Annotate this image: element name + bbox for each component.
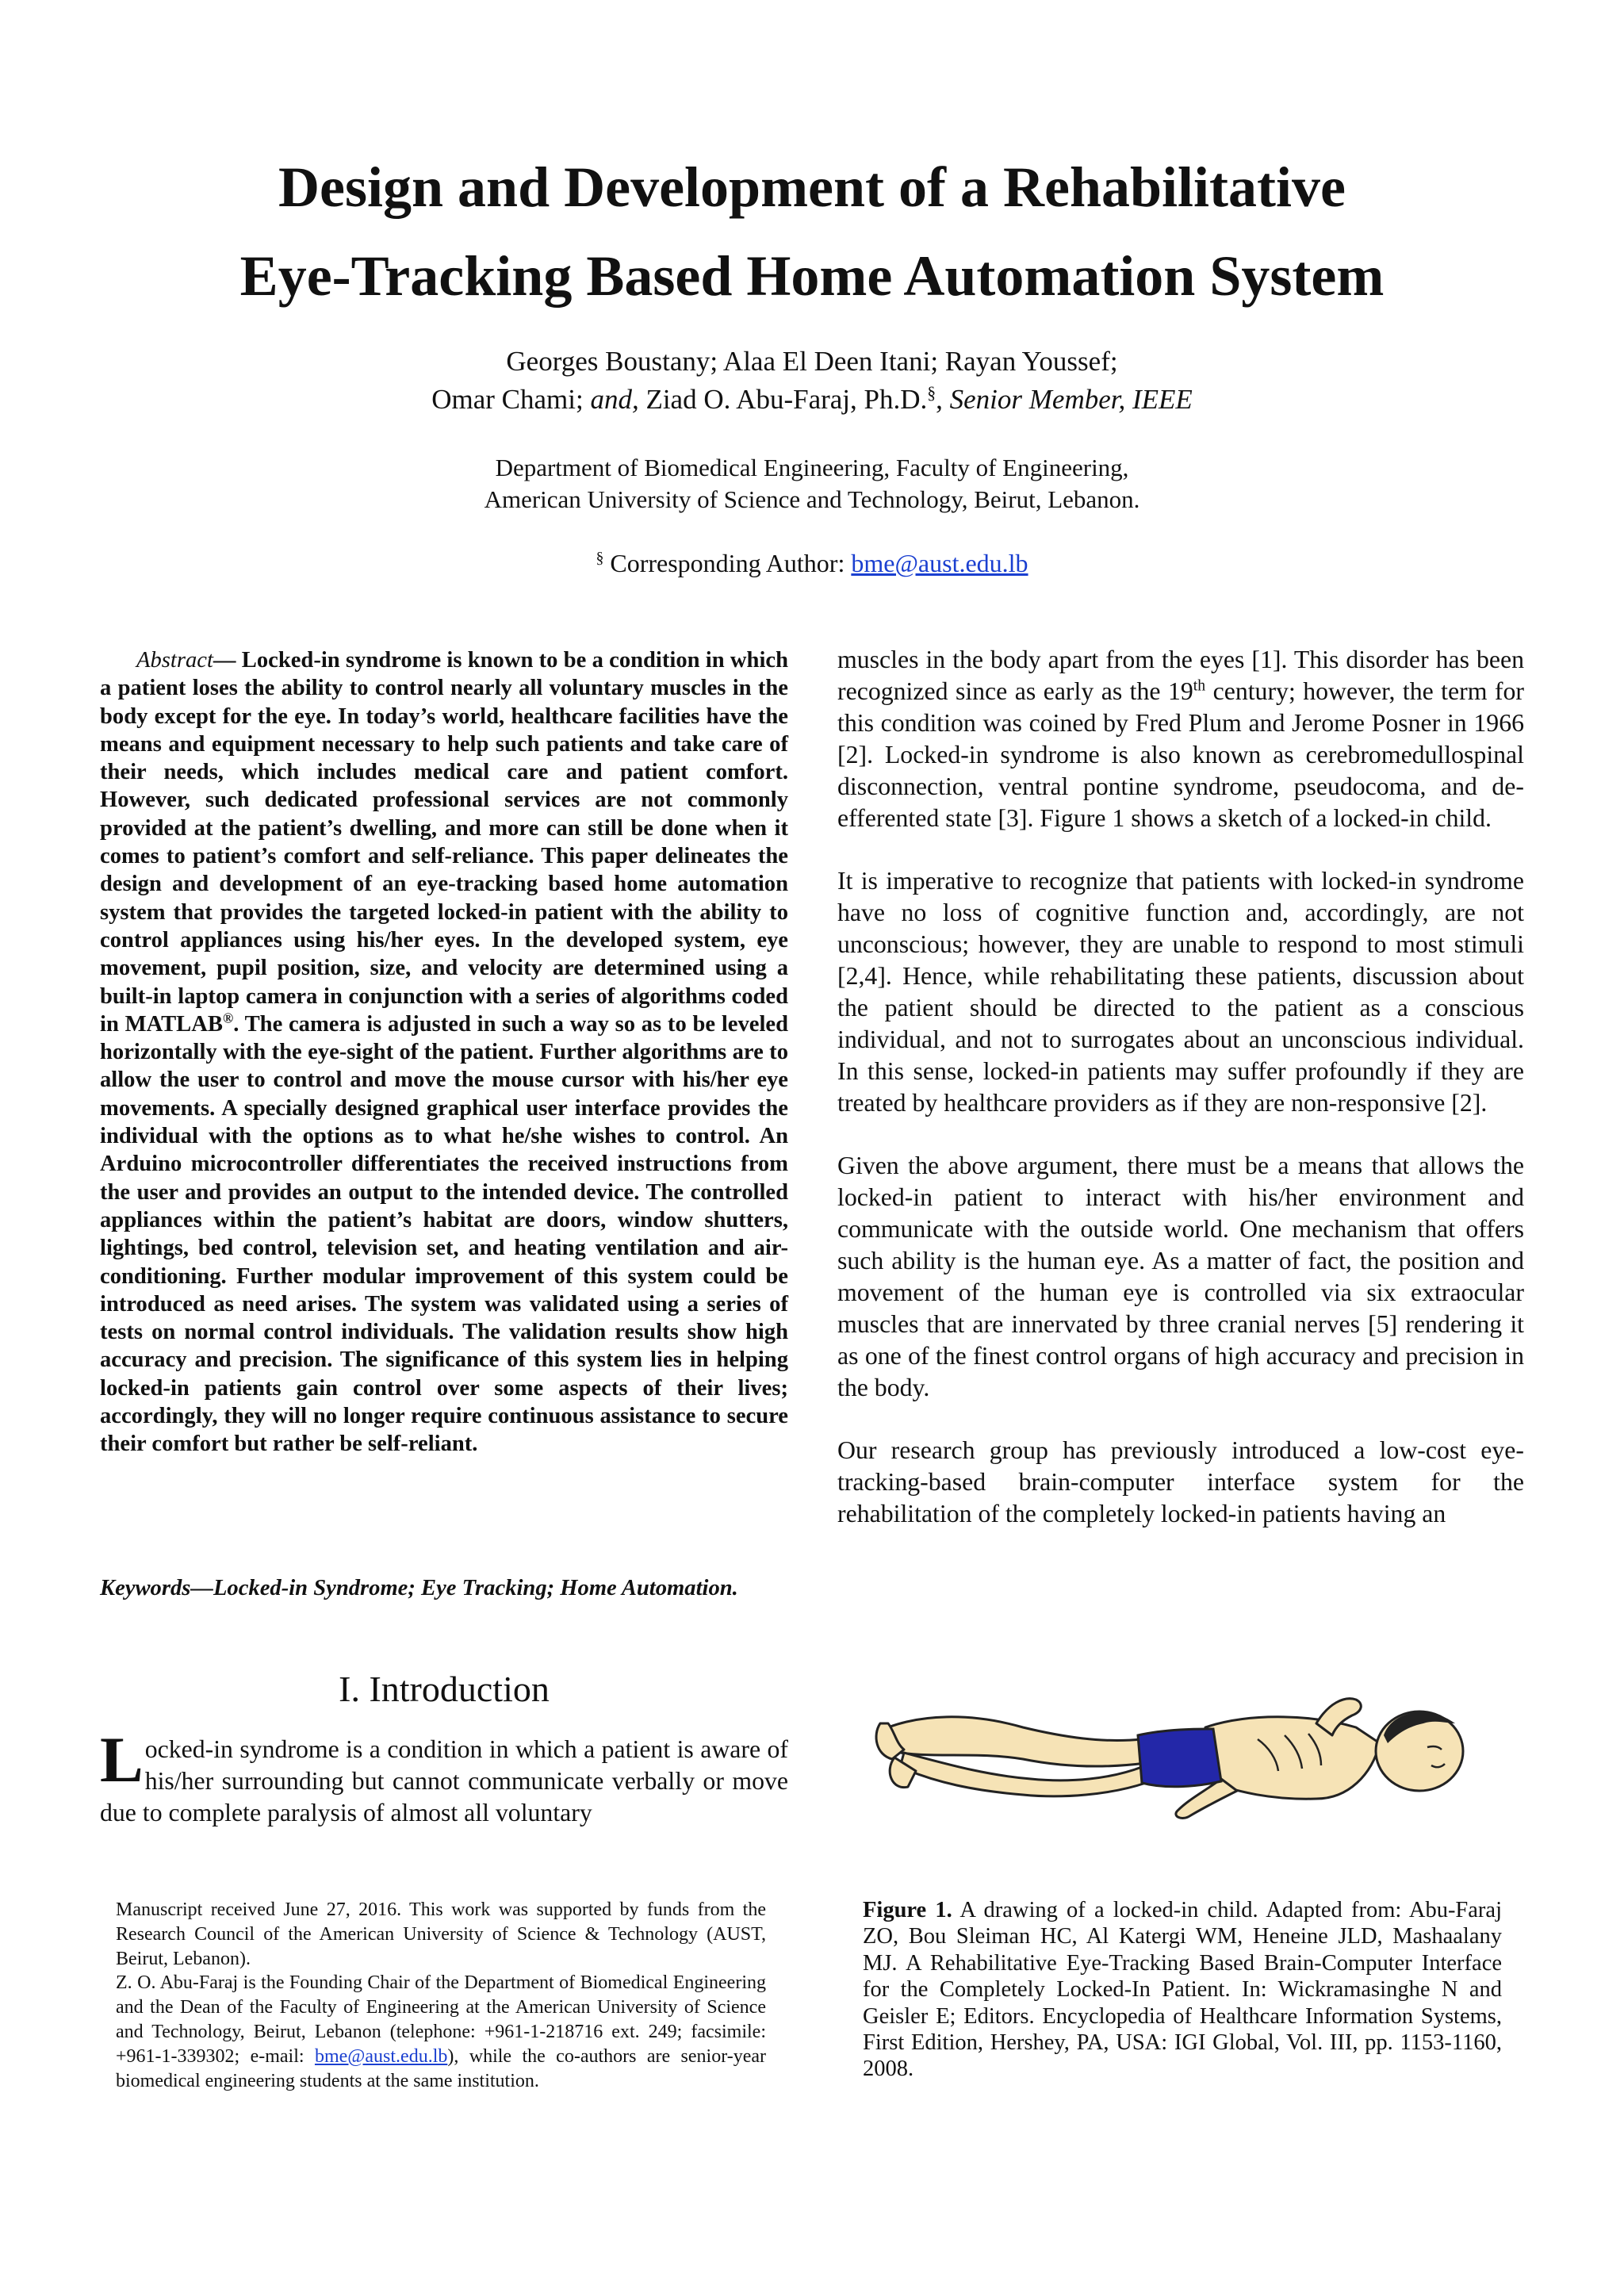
paragraph: It is imperative to recognize that patients with locked-in syndrome have no loss of cognitive function and, accordingly, are not unconscious; however, they are unable to respond to most stimuli [2,4]. Hence, while rehabilitating these patients, discussion about the patient should be directed to the patient as a conscious individual, and not to surrogates about an unconscious individual. In this sense, locked-in patients may suffer profoundly if they are treated by healthcare providers as if they are non-responsive [2]. (837, 867, 1524, 1117)
figure-caption: Figure 1. A drawing of a locked-in child. Adapted from: Abu-Faraj ZO, Bou Sleiman HC, Al Katergi WM, Heneine JLD, Mashaalany MJ. A Rehabilitative Eye-Tracking Based Brain-Computer Interface for the Completely Locked-In Patient. In: Wickramasinghe N and Geisler E; Editors. Encyclopedia of Healthcare Information Systems, First Edition, Hershey, PA, USA: IGI Global, Vol. III, pp. 1153-1160, 2008. (863, 1898, 1502, 2082)
abstract-label: Abstract (136, 648, 213, 673)
authors-line-1: Georges Boustany; Alaa El Deen Itani; Rayan Youssef; (506, 346, 1118, 377)
corresponding-email-link[interactable]: bme@aust.edu.lb (851, 549, 1028, 577)
intro-paragraph: Locked-in syndrome is a condition in which a patient is aware of his/her surrounding but cannot communicate verbally or move due to complete paralysis of almost all voluntary (100, 1723, 788, 1826)
paper-title (111, 143, 1513, 320)
author-list (159, 343, 1465, 419)
corresponding-author: § Corresponding Author: bme@aust.edu.lb (596, 549, 1028, 577)
drop-cap: L (100, 1723, 144, 1796)
footnote: Manuscript received June 27, 2016. This work was supported by funds from the Research Council of the American University of Science & Technology (AUST, Beirut, Lebanon). Z. O. Abu-Faraj is the Founding Chair of the Department of Biomedical Engineering and the Dean of the Faculty of Engineering at the American University of Science and Technology, Beirut, Lebanon (telephone: +961-1-218716 ext. 249; facsimile: +961-1-339302; e-mail: bme@aust.edu.lb), while the co-authors are senior-year biomedical engineering students at the same institution. (116, 1899, 767, 2091)
paragraph: Given the above argument, there must be a means that allows the locked-in patient to interact with his/her environment and communicate with the outside world. One mechanism that offers such ability is the human eye. As a matter of fact, the position and movement of the human eye is controlled via six extraocular muscles that are innervated by three cranial nerves [5] rendering it as one of the finest control organs of high accuracy and precision in the body. (837, 1152, 1524, 1401)
figure-locked-in-child (872, 1680, 1491, 1823)
title-line-2: Eye-Tracking Based Home Automation System (239, 244, 1385, 308)
footnote-email-link[interactable]: bme@aust.edu.lb (314, 2045, 448, 2067)
section-heading: I. Introduction (339, 1669, 550, 1709)
child-drawing-icon (872, 1680, 1491, 1823)
affiliation: Department of Biomedical Engineering, Faculty of Engineering, American University of Science and Technology, Beirut, Lebanon. (484, 454, 1140, 513)
title-line-1: Design and Development of a Rehabilitative (278, 155, 1346, 219)
paragraph: muscles in the body apart from the eyes [1]. This disorder has been recognized since as early as the 19th century; however, the term for this condition was coined by Fred Plum and Jerome Posner in 1966 [2]. Locked-in syndrome is also known as cerebromedullospinal disconnection, ventral pontine syndrome, pseudocoma, and de-efferented state [3]. Figure 1 shows a sketch of a locked-in child. (837, 646, 1524, 832)
abstract: Abstract— Locked-in syndrome is known to be a condition in which a patient loses the ability to control nearly all voluntary muscles in the body except for the eye. In today’s world, healthcare facilities have the means and equipment necessary to help such patients and take care of their needs, which includes medical care and patient comfort. However, such dedicated professional services are not commonly provided at the patient’s dwelling, and more can still be done when it comes to patient’s comfort and self-reliance. This paper delineates the design and development of an eye-tracking based home automation system that provides the targeted locked-in patient with the ability to control appliances using his/her eyes. In the developed system, eye movement, pupil position, size, and velocity are determined using a built-in laptop camera in conjunction with a series of algorithms coded in MATLAB®. The camera is adjusted in such a way so as to be leveled horizontally with the eye-sight of the patient. Further algorithms are to allow the user to control and move the mouse cursor with his/her eye movements. A specially designed graphical user interface provides the individual with the options as to what he/she wishes to control. An Arduino microcontroller differentiates the received instructions from the user and provides an output to the intended device. The controlled appliances within the patient’s habitat are doors, window shutters, lightings, bed control, television set, and heating ventilation and air-conditioning. Further modular improvement of this system could be introduced as need arises. The system was validated using a series of tests on normal control individuals. The validation results show high accuracy and precision. The significance of this system lies in helping locked-in patients gain control over some aspects of their lives; accordingly, they will no longer require continuous assistance to secure their comfort but rather be self-reliant. (100, 648, 788, 1457)
caption-label: Figure 1. (863, 1898, 952, 1922)
authors-line-2: Omar Chami; and, Ziad O. Abu-Faraj, Ph.D.§, Senior Member, IEEE (431, 383, 1193, 415)
paragraph: Our research group has previously introduced a low-cost eye-tracking-based brain-computer interface system for the rehabilitation of the completely locked-in patients having an (837, 1436, 1524, 1527)
keywords: Keywords—Locked-in Syndrome; Eye Tracking; Home Automation. (100, 1576, 738, 1600)
right-column-text (837, 644, 1524, 1561)
author-role: Senior Member, IEEE (949, 384, 1193, 415)
